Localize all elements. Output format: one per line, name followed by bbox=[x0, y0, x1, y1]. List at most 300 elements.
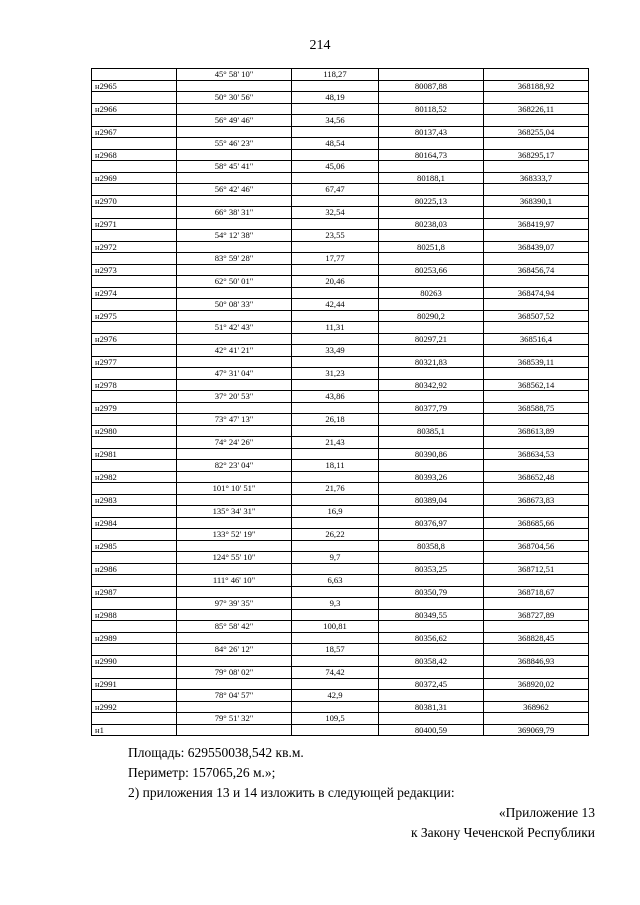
y-coordinate-cell bbox=[484, 184, 589, 196]
distance-cell: 9,3 bbox=[292, 598, 379, 610]
distance-cell: 74,42 bbox=[292, 667, 379, 679]
y-coordinate-cell: 368920,02 bbox=[484, 678, 589, 690]
table-row bbox=[92, 184, 589, 196]
table-row bbox=[92, 563, 589, 575]
point-cell bbox=[92, 115, 177, 127]
table-row bbox=[92, 69, 589, 81]
y-coordinate-cell bbox=[484, 322, 589, 334]
y-coordinate-cell: 368226,11 bbox=[484, 103, 589, 115]
y-coordinate-cell: 368712,51 bbox=[484, 563, 589, 575]
angle-cell: 79° 08' 02" bbox=[177, 667, 292, 679]
distance-cell bbox=[292, 149, 379, 161]
table-row bbox=[92, 172, 589, 184]
appendix-title: «Приложение 13 bbox=[498, 805, 595, 820]
distance-cell bbox=[292, 724, 379, 736]
table-row bbox=[92, 276, 589, 288]
distance-cell bbox=[292, 701, 379, 713]
table-row bbox=[92, 115, 589, 127]
point-cell: н2976 bbox=[92, 333, 177, 345]
y-coordinate-cell bbox=[484, 460, 589, 472]
distance-cell bbox=[292, 471, 379, 483]
angle-cell bbox=[177, 632, 292, 644]
x-coordinate-cell bbox=[379, 529, 484, 541]
table-row bbox=[92, 126, 589, 138]
appendix-subtitle: к Закону Чеченской Республики bbox=[410, 825, 595, 840]
y-coordinate-cell: 368333,7 bbox=[484, 172, 589, 184]
angle-cell: 42° 41' 21" bbox=[177, 345, 292, 357]
distance-cell bbox=[292, 241, 379, 253]
y-coordinate-cell bbox=[484, 207, 589, 219]
point-cell: н2975 bbox=[92, 310, 177, 322]
y-coordinate-cell: 368685,66 bbox=[484, 517, 589, 529]
y-coordinate-cell: 368634,53 bbox=[484, 448, 589, 460]
angle-cell: 54° 12' 38" bbox=[177, 230, 292, 242]
angle-cell bbox=[177, 218, 292, 230]
y-coordinate-cell bbox=[484, 69, 589, 81]
x-coordinate-cell bbox=[379, 667, 484, 679]
point-cell: н2981 bbox=[92, 448, 177, 460]
table-row bbox=[92, 632, 589, 644]
point-cell: н2980 bbox=[92, 425, 177, 437]
point-cell bbox=[92, 644, 177, 656]
distance-cell: 6,63 bbox=[292, 575, 379, 587]
table-row bbox=[92, 552, 589, 564]
angle-cell bbox=[177, 379, 292, 391]
distance-cell: 45,06 bbox=[292, 161, 379, 173]
point-cell: н2966 bbox=[92, 103, 177, 115]
distance-cell: 67,47 bbox=[292, 184, 379, 196]
table-row bbox=[92, 437, 589, 449]
y-coordinate-cell: 368613,89 bbox=[484, 425, 589, 437]
point-cell bbox=[92, 368, 177, 380]
point-cell bbox=[92, 161, 177, 173]
x-coordinate-cell: 80356,62 bbox=[379, 632, 484, 644]
y-coordinate-cell: 368828,45 bbox=[484, 632, 589, 644]
point-cell: н2972 bbox=[92, 241, 177, 253]
distance-cell: 32,54 bbox=[292, 207, 379, 219]
table-row bbox=[92, 425, 589, 437]
point-cell: н2979 bbox=[92, 402, 177, 414]
table-row bbox=[92, 138, 589, 150]
x-coordinate-cell bbox=[379, 391, 484, 403]
distance-cell bbox=[292, 264, 379, 276]
x-coordinate-cell bbox=[379, 690, 484, 702]
y-coordinate-cell: 368718,67 bbox=[484, 586, 589, 598]
angle-cell bbox=[177, 701, 292, 713]
table-row bbox=[92, 448, 589, 460]
angle-cell: 50° 08' 33" bbox=[177, 299, 292, 311]
point-cell bbox=[92, 690, 177, 702]
table-row bbox=[92, 402, 589, 414]
table-row bbox=[92, 322, 589, 334]
x-coordinate-cell bbox=[379, 598, 484, 610]
point-cell: н1 bbox=[92, 724, 177, 736]
point-cell bbox=[92, 713, 177, 725]
distance-cell: 20,46 bbox=[292, 276, 379, 288]
angle-cell bbox=[177, 724, 292, 736]
table-row bbox=[92, 483, 589, 495]
angle-cell bbox=[177, 126, 292, 138]
angle-cell bbox=[177, 149, 292, 161]
point-cell bbox=[92, 506, 177, 518]
point-cell bbox=[92, 460, 177, 472]
angle-cell bbox=[177, 655, 292, 667]
table-row bbox=[92, 517, 589, 529]
point-cell bbox=[92, 483, 177, 495]
angle-cell bbox=[177, 425, 292, 437]
angle-cell: 56° 49' 46" bbox=[177, 115, 292, 127]
x-coordinate-cell: 80137,43 bbox=[379, 126, 484, 138]
distance-cell: 109,5 bbox=[292, 713, 379, 725]
x-coordinate-cell bbox=[379, 138, 484, 150]
distance-cell: 16,9 bbox=[292, 506, 379, 518]
x-coordinate-cell: 80238,03 bbox=[379, 218, 484, 230]
x-coordinate-cell: 80321,83 bbox=[379, 356, 484, 368]
point-cell bbox=[92, 552, 177, 564]
table-row bbox=[92, 460, 589, 472]
x-coordinate-cell bbox=[379, 621, 484, 633]
point-cell: н2989 bbox=[92, 632, 177, 644]
table-row bbox=[92, 253, 589, 265]
x-coordinate-cell bbox=[379, 184, 484, 196]
angle-cell bbox=[177, 241, 292, 253]
distance-cell bbox=[292, 655, 379, 667]
angle-cell: 82° 23' 04" bbox=[177, 460, 292, 472]
distance-cell bbox=[292, 609, 379, 621]
distance-cell bbox=[292, 632, 379, 644]
y-coordinate-cell bbox=[484, 621, 589, 633]
x-coordinate-cell bbox=[379, 276, 484, 288]
y-coordinate-cell: 368516,4 bbox=[484, 333, 589, 345]
point-cell bbox=[92, 253, 177, 265]
table-row bbox=[92, 724, 589, 736]
point-cell bbox=[92, 529, 177, 541]
table-row bbox=[92, 379, 589, 391]
distance-cell: 23,55 bbox=[292, 230, 379, 242]
y-coordinate-cell: 368652,48 bbox=[484, 471, 589, 483]
distance-cell bbox=[292, 402, 379, 414]
angle-cell: 37° 20' 53" bbox=[177, 391, 292, 403]
point-cell bbox=[92, 69, 177, 81]
x-coordinate-cell bbox=[379, 483, 484, 495]
table-row bbox=[92, 103, 589, 115]
coordinates-table bbox=[91, 68, 589, 736]
y-coordinate-cell bbox=[484, 644, 589, 656]
x-coordinate-cell: 80087,88 bbox=[379, 80, 484, 92]
distance-cell bbox=[292, 379, 379, 391]
angle-cell bbox=[177, 540, 292, 552]
table-row bbox=[92, 80, 589, 92]
point-cell bbox=[92, 437, 177, 449]
point-cell: н2986 bbox=[92, 563, 177, 575]
table-row bbox=[92, 241, 589, 253]
point-cell bbox=[92, 391, 177, 403]
y-coordinate-cell bbox=[484, 345, 589, 357]
y-coordinate-cell: 368562,14 bbox=[484, 379, 589, 391]
angle-cell: 56° 42' 46" bbox=[177, 184, 292, 196]
x-coordinate-cell bbox=[379, 644, 484, 656]
angle-cell: 58° 45' 41" bbox=[177, 161, 292, 173]
table-row bbox=[92, 586, 589, 598]
distance-cell: 118,27 bbox=[292, 69, 379, 81]
point-cell: н2992 bbox=[92, 701, 177, 713]
x-coordinate-cell: 80393,26 bbox=[379, 471, 484, 483]
x-coordinate-cell: 80188,1 bbox=[379, 172, 484, 184]
angle-cell: 78° 04' 57" bbox=[177, 690, 292, 702]
y-coordinate-cell: 368188,92 bbox=[484, 80, 589, 92]
point-cell: н2973 bbox=[92, 264, 177, 276]
angle-cell bbox=[177, 172, 292, 184]
x-coordinate-cell bbox=[379, 345, 484, 357]
table-row bbox=[92, 540, 589, 552]
angle-cell bbox=[177, 586, 292, 598]
y-coordinate-cell: 368474,94 bbox=[484, 287, 589, 299]
point-cell: н2977 bbox=[92, 356, 177, 368]
point-cell: н2968 bbox=[92, 149, 177, 161]
angle-cell: 124° 55' 10" bbox=[177, 552, 292, 564]
x-coordinate-cell: 80353,25 bbox=[379, 563, 484, 575]
y-coordinate-cell bbox=[484, 575, 589, 587]
angle-cell: 73° 47' 13" bbox=[177, 414, 292, 426]
point-cell: н2984 bbox=[92, 517, 177, 529]
table-row bbox=[92, 575, 589, 587]
y-coordinate-cell bbox=[484, 368, 589, 380]
point-cell: н2967 bbox=[92, 126, 177, 138]
table-row bbox=[92, 506, 589, 518]
y-coordinate-cell bbox=[484, 138, 589, 150]
point-cell: н2974 bbox=[92, 287, 177, 299]
distance-cell bbox=[292, 287, 379, 299]
x-coordinate-cell: 80376,97 bbox=[379, 517, 484, 529]
distance-cell bbox=[292, 563, 379, 575]
distance-cell: 42,9 bbox=[292, 690, 379, 702]
x-coordinate-cell bbox=[379, 69, 484, 81]
point-cell bbox=[92, 184, 177, 196]
distance-cell: 21,76 bbox=[292, 483, 379, 495]
x-coordinate-cell: 80118,52 bbox=[379, 103, 484, 115]
distance-cell: 9,7 bbox=[292, 552, 379, 564]
y-coordinate-cell: 368539,11 bbox=[484, 356, 589, 368]
distance-cell bbox=[292, 678, 379, 690]
angle-cell bbox=[177, 80, 292, 92]
y-coordinate-cell bbox=[484, 690, 589, 702]
point-cell: н2978 bbox=[92, 379, 177, 391]
x-coordinate-cell: 80342,92 bbox=[379, 379, 484, 391]
point-cell bbox=[92, 414, 177, 426]
distance-cell bbox=[292, 425, 379, 437]
x-coordinate-cell bbox=[379, 506, 484, 518]
point-cell: н2982 bbox=[92, 471, 177, 483]
point-cell: н2991 bbox=[92, 678, 177, 690]
distance-cell bbox=[292, 448, 379, 460]
point-cell bbox=[92, 621, 177, 633]
y-coordinate-cell: 368507,52 bbox=[484, 310, 589, 322]
angle-cell: 74° 24' 26" bbox=[177, 437, 292, 449]
y-coordinate-cell: 368419,97 bbox=[484, 218, 589, 230]
table-row bbox=[92, 368, 589, 380]
table-row bbox=[92, 333, 589, 345]
table-row bbox=[92, 230, 589, 242]
point-cell bbox=[92, 138, 177, 150]
angle-cell bbox=[177, 287, 292, 299]
x-coordinate-cell bbox=[379, 253, 484, 265]
angle-cell bbox=[177, 448, 292, 460]
distance-cell: 18,11 bbox=[292, 460, 379, 472]
page-number: 214 bbox=[309, 38, 331, 53]
angle-cell: 83° 59' 28" bbox=[177, 253, 292, 265]
x-coordinate-cell bbox=[379, 575, 484, 587]
point-cell bbox=[92, 667, 177, 679]
y-coordinate-cell bbox=[484, 414, 589, 426]
table-row bbox=[92, 667, 589, 679]
table-row bbox=[92, 391, 589, 403]
angle-cell: 79° 51' 32" bbox=[177, 713, 292, 725]
table-row bbox=[92, 644, 589, 656]
y-coordinate-cell: 368255,04 bbox=[484, 126, 589, 138]
angle-cell: 101° 10' 51" bbox=[177, 483, 292, 495]
distance-cell: 43,86 bbox=[292, 391, 379, 403]
angle-cell bbox=[177, 333, 292, 345]
y-coordinate-cell bbox=[484, 299, 589, 311]
x-coordinate-cell: 80263 bbox=[379, 287, 484, 299]
x-coordinate-cell bbox=[379, 115, 484, 127]
table-row bbox=[92, 609, 589, 621]
table-row bbox=[92, 287, 589, 299]
y-coordinate-cell bbox=[484, 276, 589, 288]
table-row bbox=[92, 195, 589, 207]
angle-cell: 97° 39' 35" bbox=[177, 598, 292, 610]
angle-cell bbox=[177, 310, 292, 322]
distance-cell: 17,77 bbox=[292, 253, 379, 265]
y-coordinate-cell: 368673,83 bbox=[484, 494, 589, 506]
angle-cell: 45° 58' 10" bbox=[177, 69, 292, 81]
y-coordinate-cell: 368962 bbox=[484, 701, 589, 713]
point-cell bbox=[92, 230, 177, 242]
y-coordinate-cell bbox=[484, 253, 589, 265]
table-row bbox=[92, 598, 589, 610]
distance-cell: 18,57 bbox=[292, 644, 379, 656]
y-coordinate-cell: 368439,07 bbox=[484, 241, 589, 253]
distance-cell bbox=[292, 356, 379, 368]
point-cell: н2987 bbox=[92, 586, 177, 598]
x-coordinate-cell bbox=[379, 299, 484, 311]
table-row bbox=[92, 471, 589, 483]
table-row bbox=[92, 299, 589, 311]
distance-cell: 11,31 bbox=[292, 322, 379, 334]
table-row bbox=[92, 655, 589, 667]
distance-cell bbox=[292, 80, 379, 92]
table-row bbox=[92, 414, 589, 426]
x-coordinate-cell: 80358,42 bbox=[379, 655, 484, 667]
y-coordinate-cell bbox=[484, 506, 589, 518]
point-cell: н2971 bbox=[92, 218, 177, 230]
x-coordinate-cell bbox=[379, 460, 484, 472]
y-coordinate-cell: 368295,17 bbox=[484, 149, 589, 161]
amendment-item-2: 2) приложения 13 и 14 изложить в следующей редакции: bbox=[128, 785, 455, 800]
distance-cell: 26,22 bbox=[292, 529, 379, 541]
x-coordinate-cell: 80385,1 bbox=[379, 425, 484, 437]
distance-cell: 48,54 bbox=[292, 138, 379, 150]
y-coordinate-cell: 368846,93 bbox=[484, 655, 589, 667]
angle-cell bbox=[177, 494, 292, 506]
table-row bbox=[92, 621, 589, 633]
point-cell: н2988 bbox=[92, 609, 177, 621]
y-coordinate-cell: 368456,74 bbox=[484, 264, 589, 276]
x-coordinate-cell: 80377,79 bbox=[379, 402, 484, 414]
distance-cell: 31,23 bbox=[292, 368, 379, 380]
distance-cell: 42,44 bbox=[292, 299, 379, 311]
x-coordinate-cell bbox=[379, 230, 484, 242]
perimeter-text: Периметр: 157065,26 м.»; bbox=[128, 765, 276, 780]
angle-cell: 51° 42' 43" bbox=[177, 322, 292, 334]
x-coordinate-cell: 80400,59 bbox=[379, 724, 484, 736]
x-coordinate-cell: 80389,04 bbox=[379, 494, 484, 506]
angle-cell: 50° 30' 56" bbox=[177, 92, 292, 104]
x-coordinate-cell bbox=[379, 414, 484, 426]
y-coordinate-cell bbox=[484, 161, 589, 173]
angle-cell: 85° 58' 42" bbox=[177, 621, 292, 633]
distance-cell: 48,19 bbox=[292, 92, 379, 104]
table-row bbox=[92, 218, 589, 230]
y-coordinate-cell bbox=[484, 598, 589, 610]
y-coordinate-cell bbox=[484, 437, 589, 449]
x-coordinate-cell: 80164,73 bbox=[379, 149, 484, 161]
point-cell bbox=[92, 92, 177, 104]
y-coordinate-cell bbox=[484, 230, 589, 242]
distance-cell bbox=[292, 103, 379, 115]
x-coordinate-cell bbox=[379, 437, 484, 449]
angle-cell: 111° 46' 10" bbox=[177, 575, 292, 587]
point-cell: н2985 bbox=[92, 540, 177, 552]
angle-cell bbox=[177, 678, 292, 690]
distance-cell: 34,56 bbox=[292, 115, 379, 127]
point-cell bbox=[92, 345, 177, 357]
distance-cell bbox=[292, 540, 379, 552]
angle-cell bbox=[177, 264, 292, 276]
distance-cell bbox=[292, 586, 379, 598]
y-coordinate-cell: 368390,1 bbox=[484, 195, 589, 207]
angle-cell: 135° 34' 31" bbox=[177, 506, 292, 518]
distance-cell bbox=[292, 195, 379, 207]
angle-cell bbox=[177, 609, 292, 621]
x-coordinate-cell bbox=[379, 207, 484, 219]
area-text: Площадь: 629550038,542 кв.м. bbox=[128, 745, 304, 760]
distance-cell bbox=[292, 333, 379, 345]
y-coordinate-cell: 368588,75 bbox=[484, 402, 589, 414]
table-row bbox=[92, 264, 589, 276]
x-coordinate-cell bbox=[379, 161, 484, 173]
y-coordinate-cell: 368704,56 bbox=[484, 540, 589, 552]
angle-cell bbox=[177, 517, 292, 529]
table-row bbox=[92, 356, 589, 368]
table-row bbox=[92, 678, 589, 690]
x-coordinate-cell: 80290,2 bbox=[379, 310, 484, 322]
angle-cell bbox=[177, 103, 292, 115]
table-row bbox=[92, 310, 589, 322]
angle-cell: 84° 26' 12" bbox=[177, 644, 292, 656]
table-row bbox=[92, 92, 589, 104]
y-coordinate-cell bbox=[484, 529, 589, 541]
table-row bbox=[92, 529, 589, 541]
x-coordinate-cell bbox=[379, 713, 484, 725]
point-cell bbox=[92, 207, 177, 219]
table-row bbox=[92, 345, 589, 357]
table-row bbox=[92, 713, 589, 725]
distance-cell bbox=[292, 218, 379, 230]
point-cell: н2983 bbox=[92, 494, 177, 506]
point-cell bbox=[92, 322, 177, 334]
x-coordinate-cell: 80350,79 bbox=[379, 586, 484, 598]
